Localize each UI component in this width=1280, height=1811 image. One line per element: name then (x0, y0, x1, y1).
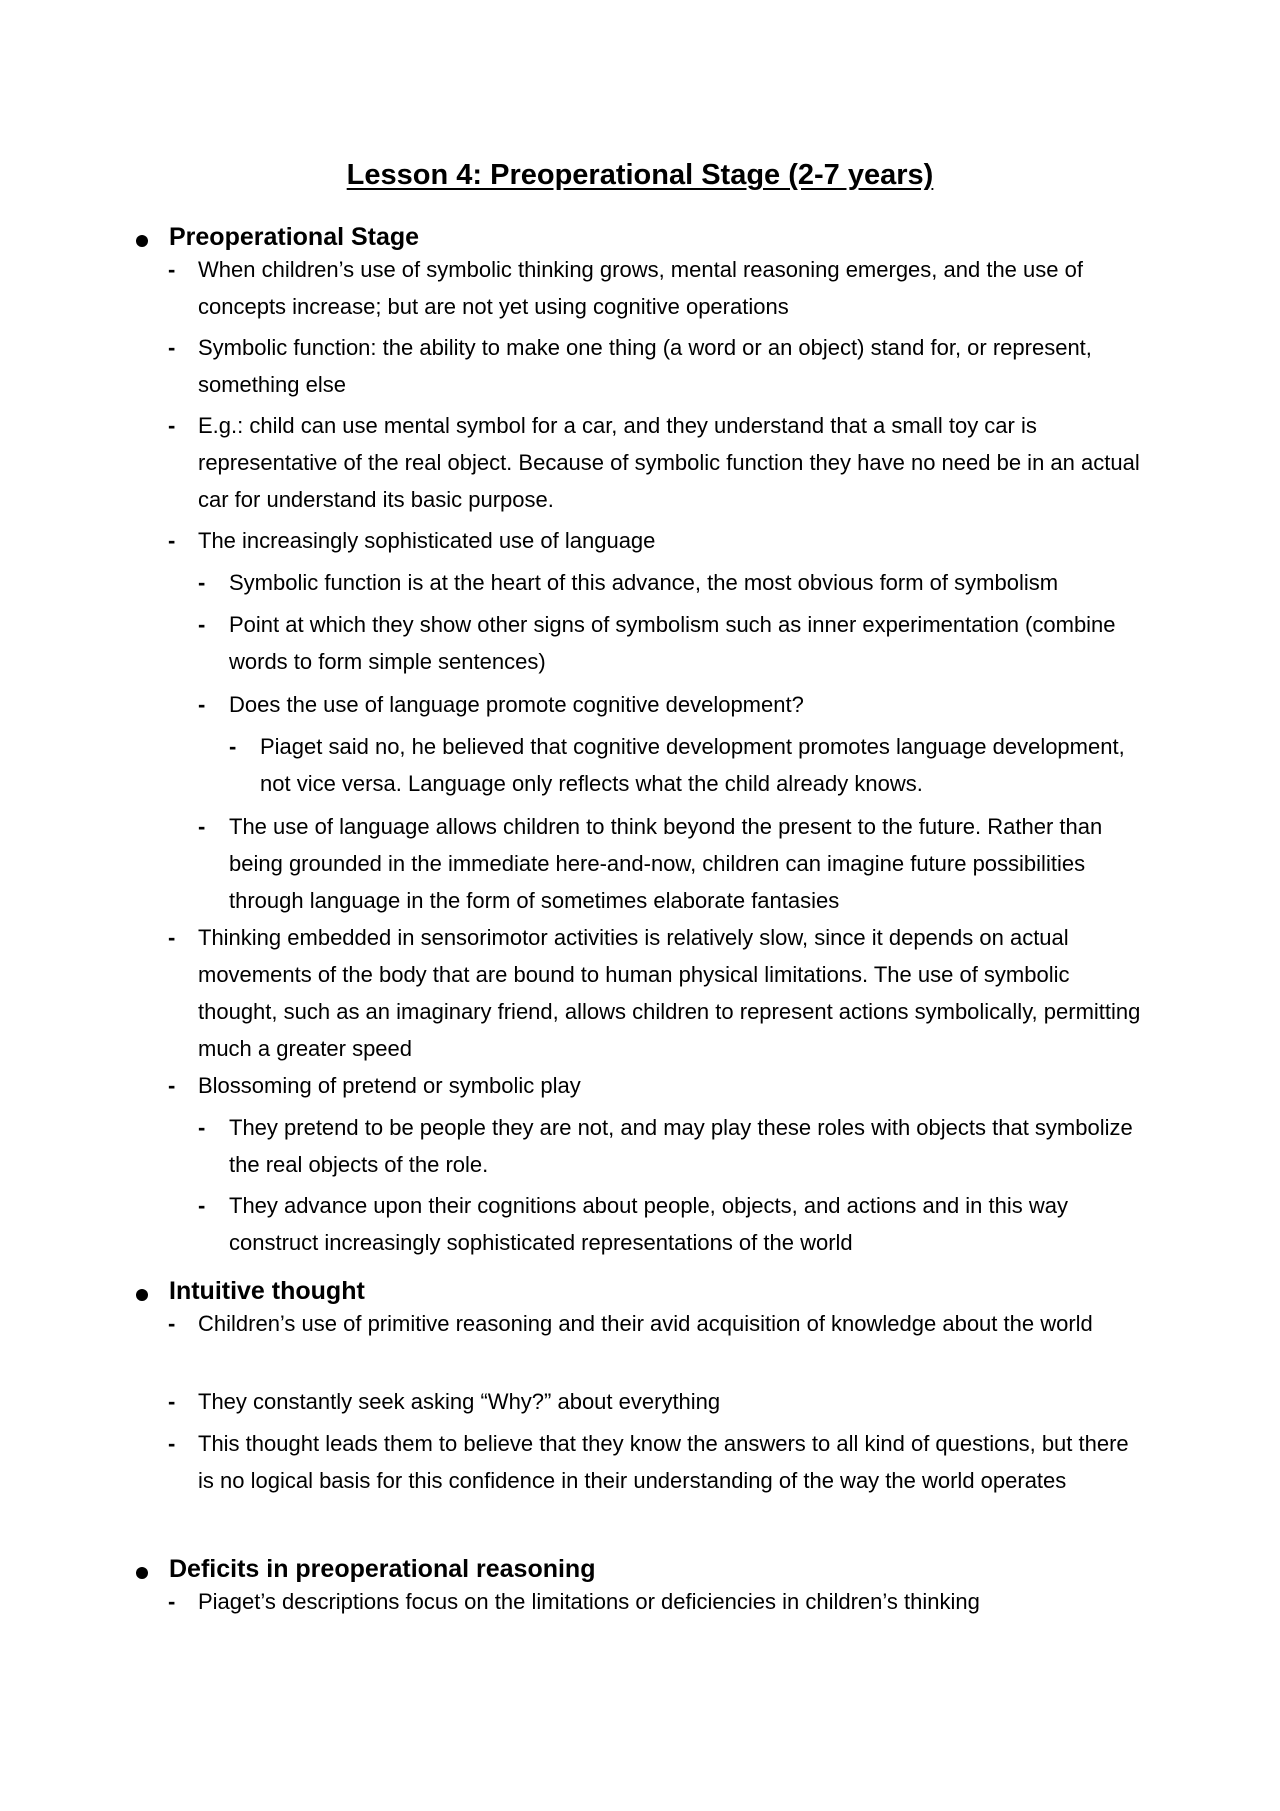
list-item: Point at which they show other signs of symbolism such as inner experimentation (combine words to form simple sentences) (229, 612, 1116, 674)
list-item: Does the use of language promote cognitive development? (229, 692, 804, 717)
dash-bullet-icon: - (198, 1193, 206, 1218)
dash-bullet-icon: - (198, 692, 206, 717)
dash-bullet-icon: - (168, 528, 176, 553)
list-item: They advance upon their cognitions about people, objects, and actions and in this way construct increasingly sophisticated representations of the world (229, 1193, 1068, 1255)
list-item: Symbolic function is at the heart of this advance, the most obvious form of symbolism (229, 570, 1059, 595)
list-item: When children’s use of symbolic thinking grows, mental reasoning emerges, and the use of concepts increase; but are not yet using cognitive operations (198, 257, 1083, 319)
bullet-dot-icon (136, 235, 148, 247)
list-item: The increasingly sophisticated use of language (198, 528, 656, 553)
dash-bullet-icon: - (168, 257, 176, 282)
list-item: Piaget said no, he believed that cognitive development promotes language development, not vice versa. Language only reflects what the child already knows. (260, 734, 1125, 796)
dash-bullet-icon: - (168, 1589, 176, 1614)
list-item: Piaget’s descriptions focus on the limitations or deficiencies in children’s thinking (198, 1589, 980, 1614)
list-item: Thinking embedded in sensorimotor activities is relatively slow, since it depends on actual movements of the body that are bound to human physical limitations. The use of symbolic thought, such as an imaginary friend, allows children to represent actions symbolically, permitting much a greater speed (198, 925, 1141, 1061)
section-heading: Preoperational Stage (169, 223, 420, 251)
dash-bullet-icon: - (168, 413, 176, 438)
dash-bullet-icon: - (198, 1115, 206, 1140)
list-item: E.g.: child can use mental symbol for a car, and they understand that a small toy car is representative of the real object. Because of symbolic function they have no need be in an actual car for understand its basic purpose. (198, 413, 1140, 512)
dash-bullet-icon: - (168, 1311, 176, 1336)
list-item: They pretend to be people they are not, and may play these roles with objects that symbolize the real objects of the role. (229, 1115, 1133, 1177)
dash-bullet-icon: - (168, 1431, 176, 1456)
bullet-dot-icon (136, 1567, 148, 1579)
list-item: Blossoming of pretend or symbolic play (198, 1073, 581, 1098)
dash-bullet-icon: - (168, 1389, 176, 1414)
section-heading: Deficits in preoperational reasoning (169, 1555, 596, 1583)
bullet-dot-icon (136, 1289, 148, 1301)
dash-bullet-icon: - (198, 570, 206, 595)
list-item: This thought leads them to believe that they know the answers to all kind of questions, but there is no logical basis for this confidence in their understanding of the way the world operates (198, 1431, 1129, 1493)
list-item: They constantly seek asking “Why?” about everything (198, 1389, 721, 1414)
dash-bullet-icon: - (198, 814, 206, 839)
dash-bullet-icon: - (168, 335, 176, 360)
dash-bullet-icon: - (198, 612, 206, 637)
list-item: Symbolic function: the ability to make one thing (a word or an object) stand for, or represent, something else (198, 335, 1092, 397)
list-item: Children’s use of primitive reasoning and their avid acquisition of knowledge about the world (198, 1311, 1093, 1336)
section-heading: Intuitive thought (169, 1277, 365, 1305)
dash-bullet-icon: - (168, 1073, 176, 1098)
dash-bullet-icon: - (168, 925, 176, 950)
list-item: The use of language allows children to think beyond the present to the future. Rather than being grounded in the immediate here-and-now, children can imagine future possibilities through language in the form of sometimes elaborate fantasies (229, 814, 1103, 913)
dash-bullet-icon: - (229, 734, 237, 759)
page-title: Lesson 4: Preoperational Stage (2-7 years) (346, 159, 934, 191)
